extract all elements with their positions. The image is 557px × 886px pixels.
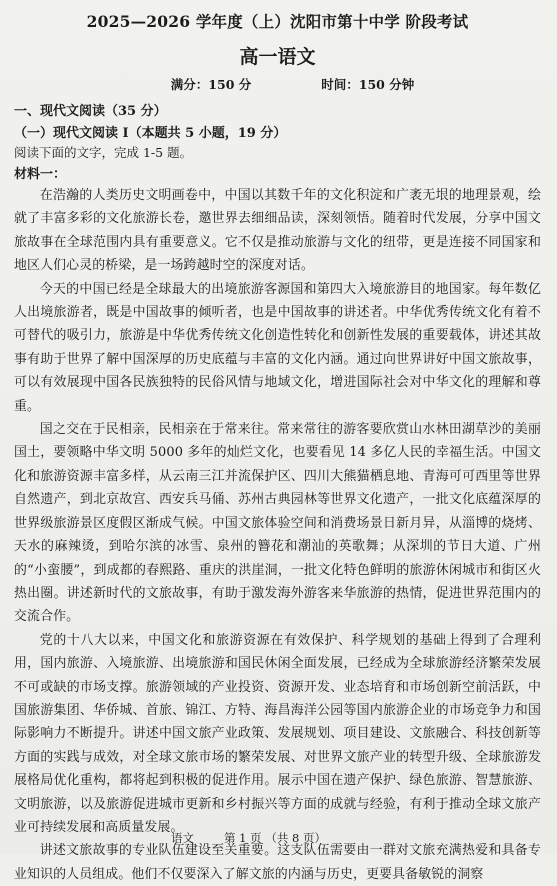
instruction: 阅读下面的文字，完成 1-5 题。 [14, 145, 193, 160]
subsection-heading: （一）现代文阅读 I（本题共 5 小题，19 分） [14, 126, 287, 141]
exam-time: 时间：150 分钟 [321, 77, 415, 92]
paragraph: 在浩瀚的人类历史文明画卷中，中国以其数千年的文化积淀和广袤无垠的地理景观，绘就了丰富多彩的文化旅游长卷，邀世界去细细品读，深刻领悟。随着时代发展，分享中国文旅故事在全球范围内具有重要意义。它不仅是推动旅游与文化的纽带，更是连接不同国家和地区人们心灵的桥梁，是一场跨越时空的深度对话。 [14, 188, 541, 274]
subject-title: 高一语文 [239, 46, 316, 68]
footer-page-number: 第 1 页 （共 8 页） [224, 831, 326, 845]
page-footer [0, 830, 557, 846]
exam-meta [44, 75, 541, 93]
material-label: 材料一： [14, 167, 67, 182]
paragraph: 讲述文旅故事的专业队伍建设至关重要。这支队伍需要由一群对文旅充满热爱和具备专业知识的人员组成。他们不仅要深入了解文旅的内涵与历史，更要具备敏锐的洞察 [14, 843, 541, 882]
paragraph: 国之交在于民相亲，民相亲在于常来往。常来常往的游客要欣赏山水林田湖草沙的美丽国土，要领略中华文明 5000 多年的灿烂文化，也要看见 14 多亿人民的幸福生活。中国文化和旅游资源丰富多样，从云南三江并流保护区、四川大熊猫栖息地、青海可可西里等世界自然遗产，到北京故宫、西安兵马俑、苏州古典园林等世界文化遗产，一批文化底蕴深厚的世界级旅游景区度假区渐成气候。中国文旅体验空间和消费场景日新月异，从淄博的烧烤、天水的麻辣烫，到哈尔滨的冰雪、泉州的簪花和潮汕的英歌舞；从深圳的节日大道、广州的“小蛮腰”，到成都的春熙路、重庆的洪崖洞，一批文化特色鲜明的旅游休闲城市和街区火热出圈。讲述新时代的文旅故事，有助于激发海外游客来华旅游的热情，促进世界范围内的交流合作。 [14, 422, 541, 625]
exam-title: 2025—2026 学年度（上）沈阳市第十中学 阶段考试 [86, 12, 469, 31]
section-heading: 一、现代文阅读（35 分） [14, 104, 167, 119]
paragraph: 党的十八大以来，中国文化和旅游资源在有效保护、科学规划的基础上得到了合理利用，国内旅游、入境旅游、出境旅游和国民休闲全面发展，已经成为全球旅游经济繁荣发展不可或缺的市场支撑。旅游领域的产业投资、资源开发、业态培育和市场创新空前活跃，中国旅游集团、华侨城、首旅、锦江、方特、海昌海洋公园等国内旅游企业的市场竞争力和国际影响力不断提升。讲述中国文旅产业政策、发展规划、项目建设、文旅融合、科技创新等方面的实践与成效，对全球文旅市场的繁荣发展、对世界文旅产业的转型升级、全球旅游发展格局优化重构，都将起到积极的促进作用。展示中国在遗产保护、绿色旅游、智慧旅游、文明旅游，以及旅游促进城市更新和乡村振兴等方面的成就与经验，有利于推动全球文旅产业可持续发展和高质量发展。 [14, 632, 541, 835]
paragraph: 今天的中国已经是全球最大的出境旅游客源国和第四大入境旅游目的地国家。每年数亿人出境旅游者，既是中国故事的倾听者，也是中国故事的讲述者。中华优秀传统文化有着不可替代的吸引力，旅游是中华优秀传统文化创造性转化和创新性发展的重要载体，讲述其故事有助于世界了解中国深厚的历史底蕴与丰富的文化内涵。通过向世界讲好中国文旅故事，可以有效展现中国各民族独特的民俗风情与地域文化，增进国际社会对中华文化的理解和尊重。 [14, 281, 541, 414]
full-score: 满分：150 分 [170, 77, 252, 92]
footer-subject: 语文 [171, 831, 195, 845]
